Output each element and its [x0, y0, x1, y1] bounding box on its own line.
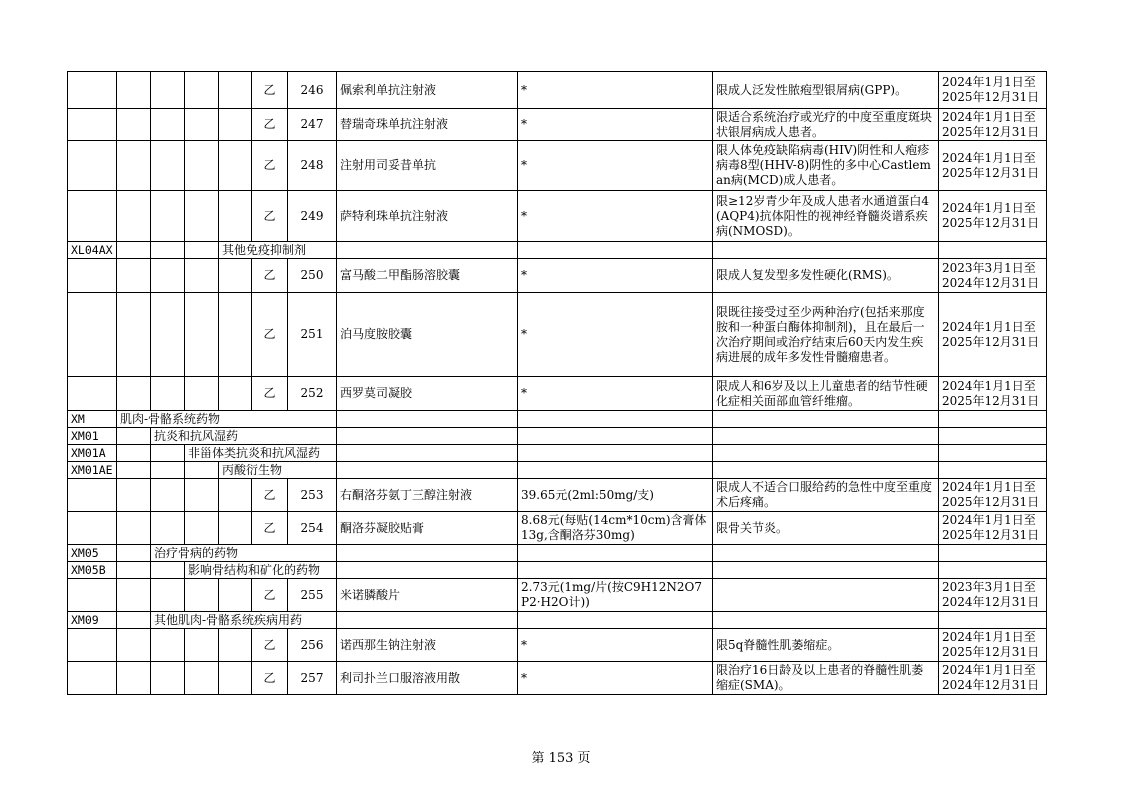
category-cell: 乙 [252, 479, 288, 512]
empty-cell [518, 612, 713, 629]
price-cell: * [518, 191, 713, 242]
empty-code-cell [151, 109, 185, 141]
category-cell: 乙 [252, 377, 288, 411]
empty-code-cell [151, 191, 185, 242]
empty-cell [337, 428, 518, 445]
empty-code-cell [219, 629, 252, 662]
empty-code-cell [68, 377, 117, 411]
empty-code-cell [219, 479, 252, 512]
empty-code-cell [151, 562, 185, 579]
category-code-cell: XL04AX [68, 242, 117, 259]
empty-code-cell [117, 109, 151, 141]
category-label-cell: 影响骨结构和矿化的药物 [185, 562, 337, 579]
period-cell: 2024年1月1日至2025年12月31日 [939, 72, 1047, 109]
price-cell: * [518, 377, 713, 411]
category-cell: 乙 [252, 512, 288, 545]
drug-number-cell: 253 [288, 479, 337, 512]
drug-name-cell: 米诺膦酸片 [337, 579, 518, 612]
empty-code-cell [117, 562, 151, 579]
category-cell: 乙 [252, 109, 288, 141]
drug-row [68, 512, 1047, 545]
empty-code-cell [185, 259, 219, 293]
empty-cell [518, 545, 713, 562]
price-cell: * [518, 109, 713, 141]
price-cell: * [518, 293, 713, 377]
empty-code-cell [117, 612, 151, 629]
empty-code-cell [185, 242, 219, 259]
empty-code-cell [185, 579, 219, 612]
empty-cell [337, 562, 518, 579]
empty-code-cell [185, 462, 219, 479]
limit-cell [713, 579, 939, 612]
category-label-cell: 丙酸衍生物 [219, 462, 337, 479]
empty-code-cell [117, 462, 151, 479]
drug-row [68, 377, 1047, 411]
empty-cell [518, 428, 713, 445]
empty-cell [518, 411, 713, 428]
category-row [68, 428, 1047, 445]
drug-row [68, 579, 1047, 612]
empty-code-cell [68, 629, 117, 662]
period-cell: 2024年1月1日至2025年12月31日 [939, 293, 1047, 377]
price-cell: * [518, 259, 713, 293]
empty-code-cell [151, 462, 185, 479]
empty-code-cell [185, 377, 219, 411]
limit-cell: 限人体免疫缺陷病毒(HIV)阴性和人疱疹病毒8型(HHV-8)阴性的多中心Castleman病(MCD)成人患者。 [713, 141, 939, 191]
category-cell: 乙 [252, 662, 288, 695]
drug-number-cell: 255 [288, 579, 337, 612]
empty-cell [939, 612, 1047, 629]
empty-cell [337, 445, 518, 462]
category-code-cell: XM [68, 411, 117, 428]
category-cell: 乙 [252, 259, 288, 293]
empty-cell [939, 242, 1047, 259]
empty-code-cell [219, 109, 252, 141]
empty-cell [939, 428, 1047, 445]
empty-code-cell [117, 512, 151, 545]
empty-code-cell [219, 512, 252, 545]
category-label-cell: 肌肉-骨骼系统药物 [117, 411, 337, 428]
drug-number-cell: 254 [288, 512, 337, 545]
limit-cell: 限治疗16日龄及以上患者的脊髓性肌萎缩症(SMA)。 [713, 662, 939, 695]
drug-row [68, 109, 1047, 141]
category-code-cell: XM01AE [68, 462, 117, 479]
empty-cell [939, 462, 1047, 479]
category-row [68, 462, 1047, 479]
empty-code-cell [68, 259, 117, 293]
empty-code-cell [185, 72, 219, 109]
category-label-cell: 其他免疫抑制剂 [219, 242, 337, 259]
empty-code-cell [151, 259, 185, 293]
empty-cell [337, 545, 518, 562]
period-cell: 2024年1月1日至2025年12月31日 [939, 191, 1047, 242]
empty-code-cell [151, 512, 185, 545]
drug-name-cell: 右酮洛芬氨丁三醇注射液 [337, 479, 518, 512]
empty-code-cell [68, 293, 117, 377]
drug-name-cell: 萨特利珠单抗注射液 [337, 191, 518, 242]
empty-code-cell [185, 629, 219, 662]
drug-row [68, 479, 1047, 512]
category-code-cell: XM05 [68, 545, 117, 562]
price-cell: 39.65元(2ml:50mg/支) [518, 479, 713, 512]
category-label-cell: 其他肌肉-骨骼系统疾病用药 [151, 612, 337, 629]
empty-cell [713, 562, 939, 579]
drug-name-cell: 利司扑兰口服溶液用散 [337, 662, 518, 695]
empty-code-cell [151, 72, 185, 109]
drug-number-cell: 246 [288, 72, 337, 109]
drug-name-cell: 佩索利单抗注射液 [337, 72, 518, 109]
category-code-cell: XM01 [68, 428, 117, 445]
period-cell: 2024年1月1日至2025年12月31日 [939, 512, 1047, 545]
empty-code-cell [68, 479, 117, 512]
period-cell: 2024年1月1日至2024年12月31日 [939, 662, 1047, 695]
empty-code-cell [117, 293, 151, 377]
empty-code-cell [185, 662, 219, 695]
empty-code-cell [68, 72, 117, 109]
drug-row [68, 629, 1047, 662]
price-cell: * [518, 629, 713, 662]
period-cell: 2024年1月1日至2025年12月31日 [939, 141, 1047, 191]
limit-cell: 限5q脊髓性肌萎缩症。 [713, 629, 939, 662]
category-row [68, 445, 1047, 462]
category-label-cell: 抗炎和抗风湿药 [151, 428, 337, 445]
drug-name-cell: 泊马度胺胶囊 [337, 293, 518, 377]
empty-code-cell [68, 109, 117, 141]
empty-cell [713, 428, 939, 445]
category-cell: 乙 [252, 293, 288, 377]
empty-code-cell [117, 242, 151, 259]
empty-code-cell [117, 579, 151, 612]
limit-cell: 限骨关节炎。 [713, 512, 939, 545]
category-cell: 乙 [252, 629, 288, 662]
category-cell: 乙 [252, 72, 288, 109]
drug-name-cell: 西罗莫司凝胶 [337, 377, 518, 411]
empty-cell [713, 545, 939, 562]
empty-code-cell [219, 191, 252, 242]
empty-code-cell [117, 479, 151, 512]
price-cell: 8.68元(每贴(14cm*10cm)含膏体13g,含酮洛芬30mg) [518, 512, 713, 545]
empty-code-cell [117, 72, 151, 109]
drug-number-cell: 248 [288, 141, 337, 191]
drug-row [68, 259, 1047, 293]
empty-code-cell [117, 259, 151, 293]
category-row [68, 411, 1047, 428]
empty-code-cell [117, 445, 151, 462]
empty-cell [337, 242, 518, 259]
empty-cell [337, 411, 518, 428]
price-cell: 2.73元(1mg/片(按C9H12N2O7P2·H2O计)) [518, 579, 713, 612]
period-cell: 2024年1月1日至2025年12月31日 [939, 109, 1047, 141]
limit-cell: 限既往接受过至少两种治疗(包括来那度胺和一种蛋白酶体抑制剂)，且在最后一次治疗期间或治疗结束后60天内发生疾病进展的成年多发性骨髓瘤患者。 [713, 293, 939, 377]
empty-code-cell [219, 579, 252, 612]
category-code-cell: XM05B [68, 562, 117, 579]
drug-row [68, 293, 1047, 377]
empty-code-cell [151, 242, 185, 259]
drug-row [68, 72, 1047, 109]
empty-code-cell [151, 445, 185, 462]
empty-code-cell [219, 293, 252, 377]
empty-cell [939, 562, 1047, 579]
empty-code-cell [151, 141, 185, 191]
category-cell: 乙 [252, 191, 288, 242]
empty-code-cell [68, 191, 117, 242]
empty-code-cell [151, 377, 185, 411]
empty-cell [518, 445, 713, 462]
drug-number-cell: 247 [288, 109, 337, 141]
price-cell: * [518, 72, 713, 109]
empty-code-cell [219, 259, 252, 293]
empty-code-cell [117, 545, 151, 562]
empty-code-cell [151, 479, 185, 512]
category-code-cell: XM01A [68, 445, 117, 462]
category-row [68, 562, 1047, 579]
drug-name-cell: 注射用司妥昔单抗 [337, 141, 518, 191]
drug-name-cell: 诺西那生钠注射液 [337, 629, 518, 662]
empty-cell [337, 612, 518, 629]
drug-number-cell: 250 [288, 259, 337, 293]
empty-cell [518, 242, 713, 259]
empty-cell [713, 462, 939, 479]
empty-cell [337, 462, 518, 479]
drug-name-cell: 酮洛芬凝胶贴膏 [337, 512, 518, 545]
drug-number-cell: 249 [288, 191, 337, 242]
drug-number-cell: 257 [288, 662, 337, 695]
empty-code-cell [185, 191, 219, 242]
limit-cell: 限成人和6岁及以上儿童患者的结节性硬化症相关面部血管纤维瘤。 [713, 377, 939, 411]
empty-code-cell [117, 428, 151, 445]
drug-name-cell: 富马酸二甲酯肠溶胶囊 [337, 259, 518, 293]
drug-number-cell: 252 [288, 377, 337, 411]
empty-code-cell [68, 662, 117, 695]
period-cell: 2023年3月1日至2024年12月31日 [939, 259, 1047, 293]
category-label-cell: 非甾体类抗炎和抗风湿药 [185, 445, 337, 462]
limit-cell: 限成人复发型多发性硬化(RMS)。 [713, 259, 939, 293]
empty-code-cell [117, 377, 151, 411]
category-cell: 乙 [252, 141, 288, 191]
limit-cell: 限成人不适合口服给药的急性中度至重度术后疼痛。 [713, 479, 939, 512]
price-cell: * [518, 662, 713, 695]
limit-cell: 限适合系统治疗或光疗的中度至重度斑块状银屑病成人患者。 [713, 109, 939, 141]
empty-code-cell [117, 191, 151, 242]
empty-code-cell [185, 141, 219, 191]
empty-code-cell [117, 141, 151, 191]
empty-code-cell [151, 629, 185, 662]
period-cell: 2023年3月1日至2024年12月31日 [939, 579, 1047, 612]
period-cell: 2024年1月1日至2025年12月31日 [939, 377, 1047, 411]
empty-code-cell [219, 662, 252, 695]
category-row [68, 545, 1047, 562]
period-cell: 2024年1月1日至2025年12月31日 [939, 629, 1047, 662]
empty-cell [518, 462, 713, 479]
price-cell: * [518, 141, 713, 191]
empty-code-cell [151, 579, 185, 612]
empty-code-cell [117, 629, 151, 662]
empty-code-cell [68, 141, 117, 191]
category-label-cell: 治疗骨病的药物 [151, 545, 337, 562]
empty-cell [713, 411, 939, 428]
empty-code-cell [117, 662, 151, 695]
empty-code-cell [185, 512, 219, 545]
drug-row [68, 141, 1047, 191]
empty-code-cell [151, 662, 185, 695]
drug-row [68, 662, 1047, 695]
empty-code-cell [68, 579, 117, 612]
empty-code-cell [185, 109, 219, 141]
empty-cell [939, 411, 1047, 428]
empty-cell [713, 242, 939, 259]
empty-cell [518, 562, 713, 579]
empty-cell [939, 445, 1047, 462]
limit-cell: 限≥12岁青少年及成人患者水通道蛋白4(AQP4)抗体阳性的视神经脊髓炎谱系疾病(NMOSD)。 [713, 191, 939, 242]
drug-row [68, 191, 1047, 242]
category-row [68, 612, 1047, 629]
drug-name-cell: 替瑞奇珠单抗注射液 [337, 109, 518, 141]
limit-cell: 限成人泛发性脓疱型银屑病(GPP)。 [713, 72, 939, 109]
empty-cell [713, 612, 939, 629]
category-row [68, 242, 1047, 259]
empty-code-cell [219, 377, 252, 411]
drug-number-cell: 251 [288, 293, 337, 377]
category-cell: 乙 [252, 579, 288, 612]
empty-code-cell [151, 293, 185, 377]
drug-table [67, 71, 1047, 695]
period-cell: 2024年1月1日至2025年12月31日 [939, 479, 1047, 512]
empty-code-cell [68, 512, 117, 545]
empty-cell [939, 545, 1047, 562]
page-number: 第 153 页 [531, 751, 591, 766]
drug-number-cell: 256 [288, 629, 337, 662]
empty-code-cell [219, 141, 252, 191]
empty-code-cell [219, 72, 252, 109]
category-code-cell: XM09 [68, 612, 117, 629]
empty-code-cell [185, 479, 219, 512]
empty-code-cell [185, 293, 219, 377]
empty-cell [713, 445, 939, 462]
